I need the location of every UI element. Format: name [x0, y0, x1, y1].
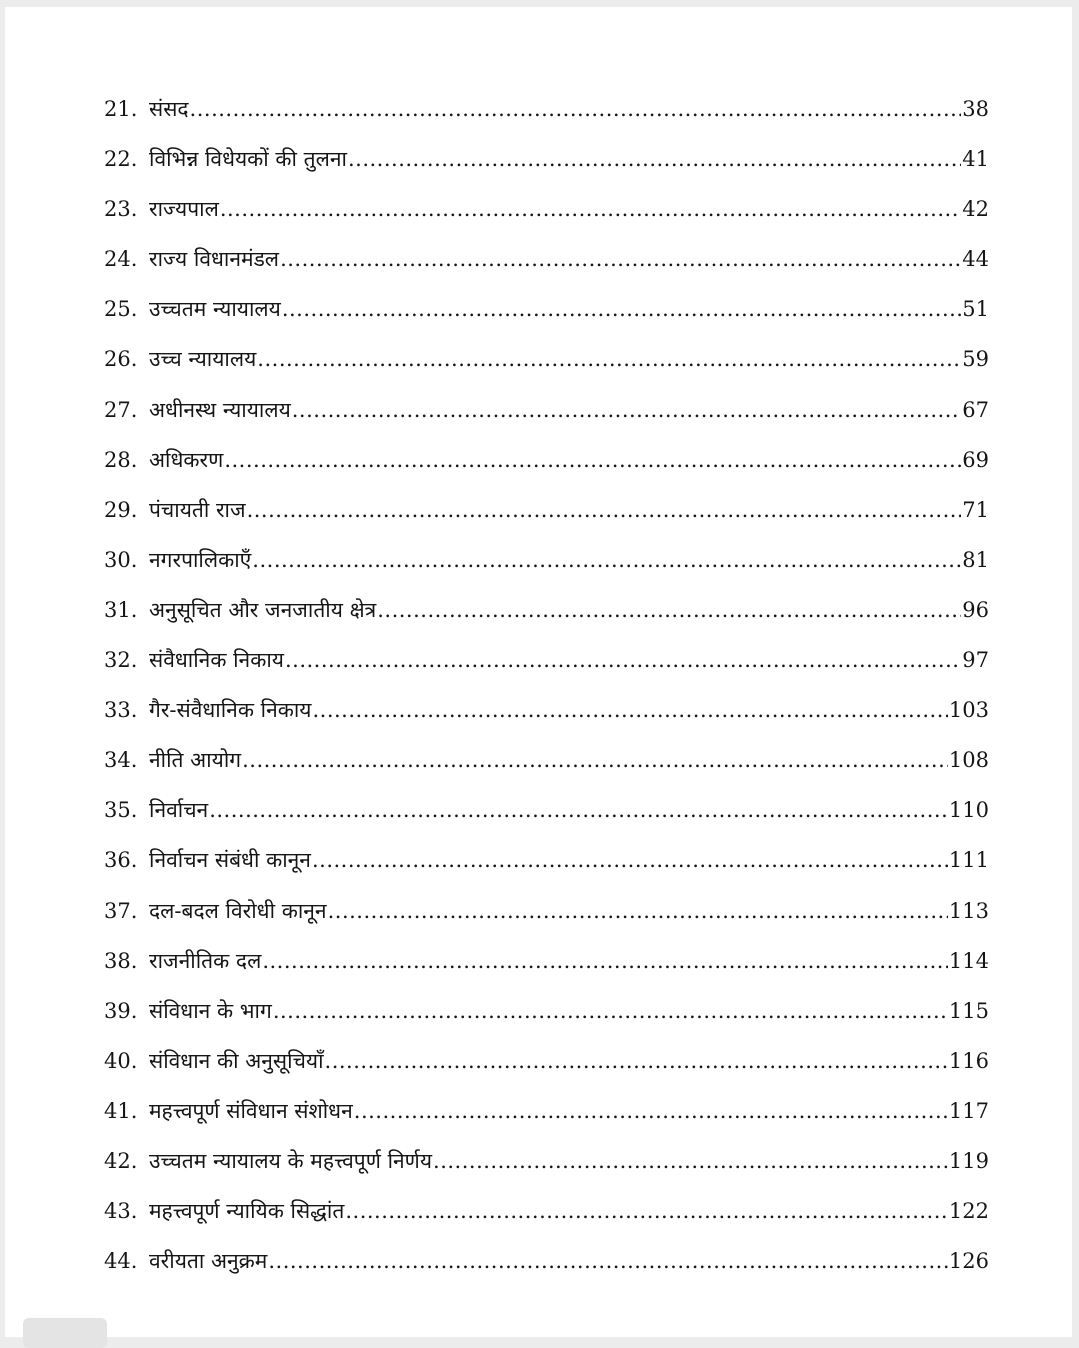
- toc-entry[interactable]: [104, 145, 989, 195]
- dot-leader: [377, 598, 961, 622]
- chapter-number: 43.: [104, 1199, 138, 1224]
- page-number: 59: [962, 347, 989, 372]
- page-number: 44: [962, 247, 989, 272]
- chapter-title: राजनीतिक दल: [149, 948, 262, 973]
- page-number: 115: [948, 998, 989, 1023]
- dot-leader: [242, 748, 948, 772]
- toc-entry[interactable]: [104, 646, 989, 696]
- chapter-number: 30.: [104, 547, 138, 572]
- chapter-number: 40.: [104, 1048, 138, 1073]
- chapter-title: गैर-संवैधानिक निकाय: [149, 698, 312, 723]
- chapter-number: 39.: [104, 998, 138, 1023]
- dot-leader: [312, 848, 948, 872]
- page-number: 81: [962, 547, 989, 572]
- page-number: 126: [948, 1249, 989, 1274]
- chapter-number: 32.: [104, 648, 138, 673]
- chapter-number: 26.: [104, 347, 138, 372]
- toc-entry[interactable]: [104, 897, 989, 947]
- page-number: 113: [948, 898, 989, 923]
- dot-leader: [209, 798, 948, 822]
- page-number: 117: [948, 1098, 989, 1123]
- toc-entry[interactable]: [104, 1147, 989, 1197]
- page-number: 97: [962, 648, 989, 673]
- page-number: 51: [962, 297, 989, 322]
- chapter-title: नगरपालिकाएँ: [149, 547, 252, 572]
- chapter-title: विभिन्न विधेयकों की तुलना: [149, 147, 347, 172]
- chapter-title: संवैधानिक निकाय: [149, 648, 284, 673]
- toc-entry[interactable]: [104, 796, 989, 846]
- toc-entry[interactable]: [104, 846, 989, 896]
- toc-entry[interactable]: [104, 1047, 989, 1097]
- chapter-number: 42.: [104, 1148, 138, 1173]
- dot-leader: [252, 548, 961, 572]
- toc-entry[interactable]: [104, 195, 989, 245]
- page-number: 38: [962, 97, 989, 121]
- page-number: 116: [948, 1048, 989, 1073]
- chapter-title: महत्त्वपूर्ण संविधान संशोधन: [149, 1098, 353, 1123]
- toc-entry[interactable]: [104, 596, 989, 646]
- toc-entry[interactable]: [104, 295, 989, 345]
- dot-leader: [312, 698, 947, 722]
- page-number: 103: [948, 698, 989, 723]
- page-number: 42: [962, 197, 989, 222]
- chapter-title: अनुसूचित और जनजातीय क्षेत्र: [149, 597, 377, 622]
- page-number: 122: [948, 1199, 989, 1224]
- table-of-contents: [104, 95, 989, 1297]
- toc-entry[interactable]: [104, 496, 989, 546]
- dot-leader: [328, 899, 948, 923]
- toc-entry[interactable]: [104, 696, 989, 746]
- dot-leader: [190, 97, 962, 121]
- chapter-number: 35.: [104, 798, 138, 823]
- page-number: 111: [948, 848, 989, 873]
- chapter-title: संविधान की अनुसूचियाँ: [149, 1048, 324, 1073]
- chapter-number: 23.: [104, 197, 138, 222]
- chapter-title: अधीनस्थ न्यायालय: [149, 397, 291, 422]
- dot-leader: [224, 448, 961, 472]
- dot-leader: [280, 247, 961, 271]
- dot-leader: [345, 1199, 948, 1223]
- chapter-number: 28.: [104, 447, 138, 472]
- chapter-title: उच्चतम न्यायालय: [149, 297, 281, 322]
- chapter-title: उच्चतम न्यायालय के महत्त्वपूर्ण निर्णय: [149, 1148, 433, 1173]
- chapter-title: राज्यपाल: [149, 197, 219, 222]
- toc-entry[interactable]: [104, 546, 989, 596]
- dot-leader: [247, 498, 962, 522]
- dot-leader: [262, 949, 948, 973]
- page-number: 69: [962, 447, 989, 472]
- page-number: 114: [948, 948, 989, 973]
- dot-leader: [220, 197, 961, 221]
- chapter-title: अधिकरण: [149, 447, 224, 472]
- toc-entry[interactable]: [104, 997, 989, 1047]
- chapter-number: 24.: [104, 247, 138, 272]
- chapter-title: दल-बदल विरोधी कानून: [149, 898, 327, 923]
- chapter-number: 27.: [104, 397, 138, 422]
- corner-tab[interactable]: [23, 1318, 107, 1348]
- dot-leader: [268, 1249, 948, 1273]
- document-page: [5, 7, 1072, 1337]
- toc-entry[interactable]: [104, 446, 989, 496]
- chapter-number: 29.: [104, 497, 138, 522]
- toc-entry[interactable]: [104, 947, 989, 997]
- chapter-number: 21.: [104, 97, 138, 121]
- dot-leader: [282, 297, 961, 321]
- dot-leader: [354, 1099, 948, 1123]
- toc-entry[interactable]: [104, 95, 989, 145]
- toc-entry[interactable]: [104, 245, 989, 295]
- toc-entry[interactable]: [104, 396, 989, 446]
- chapter-number: 44.: [104, 1249, 138, 1274]
- dot-leader: [257, 347, 961, 371]
- chapter-number: 34.: [104, 748, 138, 773]
- dot-leader: [273, 999, 948, 1023]
- dot-leader: [325, 1049, 948, 1073]
- page-number: 119: [948, 1148, 989, 1173]
- dot-leader: [292, 398, 962, 422]
- toc-entry[interactable]: [104, 1197, 989, 1247]
- chapter-title: संविधान के भाग: [149, 998, 272, 1023]
- dot-leader: [348, 147, 961, 171]
- toc-entry[interactable]: [104, 345, 989, 395]
- page-number: 71: [962, 497, 989, 522]
- chapter-title: निर्वाचन: [149, 798, 209, 823]
- toc-entry[interactable]: [104, 746, 989, 796]
- page-number: 110: [948, 798, 989, 823]
- chapter-number: 38.: [104, 948, 138, 973]
- toc-entry[interactable]: [104, 1097, 989, 1147]
- chapter-title: महत्त्वपूर्ण न्यायिक सिद्धांत: [149, 1199, 345, 1224]
- chapter-number: 37.: [104, 898, 138, 923]
- toc-entry[interactable]: [104, 1247, 989, 1297]
- chapter-number: 25.: [104, 297, 138, 322]
- dot-leader: [285, 648, 961, 672]
- dot-leader: [433, 1149, 948, 1173]
- chapter-number: 41.: [104, 1098, 138, 1123]
- chapter-title: संसद: [149, 97, 189, 121]
- chapter-title: नीति आयोग: [149, 748, 242, 773]
- chapter-number: 33.: [104, 698, 138, 723]
- chapter-number: 22.: [104, 147, 138, 172]
- page-number: 96: [962, 597, 989, 622]
- page-number: 108: [948, 748, 989, 773]
- page-number: 41: [962, 147, 989, 172]
- chapter-title: वरीयता अनुक्रम: [149, 1249, 268, 1274]
- chapter-title: पंचायती राज: [149, 497, 246, 522]
- chapter-title: निर्वाचन संबंधी कानून: [149, 848, 311, 873]
- chapter-title: राज्य विधानमंडल: [149, 247, 280, 272]
- chapter-title: उच्च न्यायालय: [149, 347, 257, 372]
- chapter-number: 36.: [104, 848, 138, 873]
- page-number: 67: [962, 397, 989, 422]
- chapter-number: 31.: [104, 597, 138, 622]
